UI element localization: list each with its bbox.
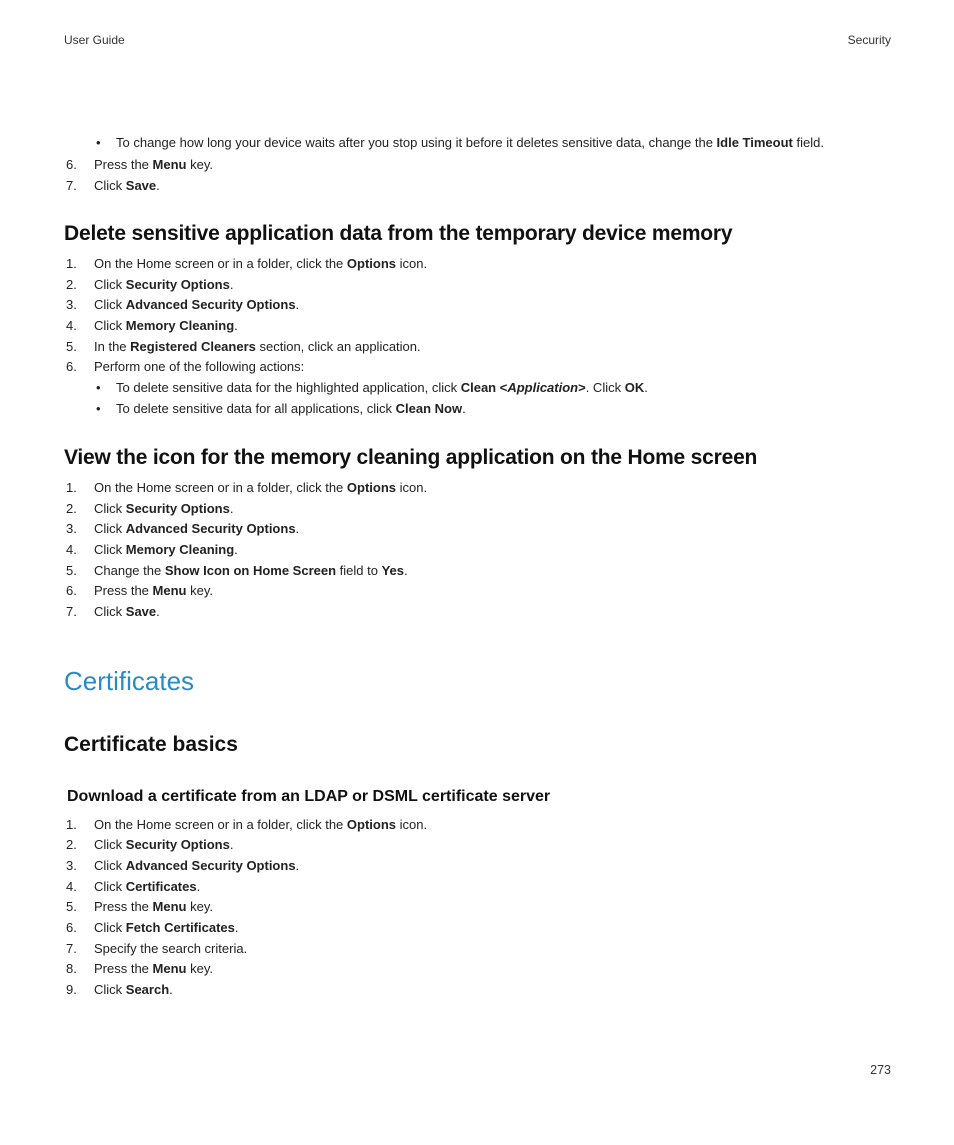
step-text: . xyxy=(229,277,234,292)
step-text: . xyxy=(169,982,173,997)
step-bold: Yes xyxy=(381,563,404,578)
bullet-marker: • xyxy=(96,380,101,395)
step-text: . xyxy=(156,604,160,619)
step-text: key. xyxy=(186,899,213,914)
bullet-bold: Clean Now xyxy=(395,401,463,416)
step-number: 3. xyxy=(66,521,77,536)
step-number: 7. xyxy=(66,604,77,619)
step-bold: Menu xyxy=(152,899,187,914)
step-text: key. xyxy=(186,583,213,598)
running-header-left: User Guide xyxy=(64,33,125,47)
step-number: 2. xyxy=(66,837,77,852)
bullet-bold: Clean < xyxy=(460,380,508,395)
chapter-heading: Certificates xyxy=(64,666,195,696)
bullet-text: To delete sensitive data for all applications, click xyxy=(116,401,396,416)
step-text: Click xyxy=(94,178,126,193)
step-number: 5. xyxy=(66,899,77,914)
step-text: . xyxy=(196,879,201,894)
step-number: 6. xyxy=(66,157,77,172)
step-text: Change the xyxy=(94,563,165,578)
step-text: section, click an application. xyxy=(255,339,421,354)
step-bold: Certificates xyxy=(125,879,197,894)
step-text: On the Home screen or in a folder, click the xyxy=(94,480,347,495)
step-text: . xyxy=(234,318,238,333)
step-bold: Options xyxy=(346,480,397,495)
topic-heading: Certificate basics xyxy=(64,733,238,756)
step-text: In the xyxy=(94,339,131,354)
step-text: Press the xyxy=(94,961,153,976)
step-number: 4. xyxy=(66,879,77,894)
step-bold: Advanced Security Options xyxy=(125,521,296,536)
step-text: . xyxy=(234,542,238,557)
step-text: field to xyxy=(336,563,382,578)
step-number: 2. xyxy=(66,501,77,516)
step-text: Click xyxy=(94,858,126,873)
step-number: 6. xyxy=(66,583,77,598)
bullet-text: field. xyxy=(792,135,824,150)
step-text: Perform one of the following actions: xyxy=(94,359,305,374)
step-text: Click xyxy=(94,920,126,935)
step-bold: Save xyxy=(125,178,157,193)
step-text: On the Home screen or in a folder, click the xyxy=(94,817,347,832)
step-number: 3. xyxy=(66,297,77,312)
step-number: 5. xyxy=(66,563,77,578)
step-number: 1. xyxy=(66,817,77,832)
step-text: Click xyxy=(94,297,126,312)
procedure-heading: Download a certificate from an LDAP or DSML certificate server xyxy=(67,788,551,805)
bullet-bold: Idle Timeout xyxy=(716,135,793,150)
step-text: key. xyxy=(186,961,213,976)
step-text: Click xyxy=(94,521,126,536)
bullet-bold-italic: Application xyxy=(507,380,579,395)
running-header-right: Security xyxy=(847,33,891,47)
step-text: On the Home screen or in a folder, click the xyxy=(94,256,347,271)
step-text: Click xyxy=(94,982,126,997)
step-bold: Menu xyxy=(152,157,187,172)
step-bold: Options xyxy=(346,817,397,832)
step-number: 4. xyxy=(66,318,77,333)
step-bold: Security Options xyxy=(125,837,230,852)
step-bold: Menu xyxy=(152,583,187,598)
step-text: key. xyxy=(186,157,213,172)
step-bold: Menu xyxy=(152,961,187,976)
bullet-marker: • xyxy=(96,135,101,150)
step-bold: Security Options xyxy=(125,501,230,516)
step-bold: Search xyxy=(125,982,170,997)
step-number: 1. xyxy=(66,256,77,271)
step-number: 5. xyxy=(66,339,77,354)
step-number: 8. xyxy=(66,961,77,976)
step-number: 3. xyxy=(66,858,77,873)
step-bold: Security Options xyxy=(125,277,230,292)
step-text: icon. xyxy=(396,817,428,832)
step-text: Click xyxy=(94,277,126,292)
step-number: 9. xyxy=(66,982,77,997)
step-number: 7. xyxy=(66,941,77,956)
step-text: icon. xyxy=(396,256,428,271)
step-text: Press the xyxy=(94,583,153,598)
step-bold: Show Icon on Home Screen xyxy=(164,563,337,578)
step-bold: Memory Cleaning xyxy=(125,318,235,333)
step-text: Press the xyxy=(94,157,153,172)
step-bold: Options xyxy=(346,256,397,271)
step-number: 6. xyxy=(66,920,77,935)
step-number: 6. xyxy=(66,359,77,374)
step-number: 1. xyxy=(66,480,77,495)
step-text: . xyxy=(229,501,234,516)
bullet-text: To delete sensitive data for the highlighted application, click xyxy=(116,380,461,395)
step-text: . xyxy=(229,837,234,852)
page-number: 273 xyxy=(870,1063,891,1077)
step-text: . xyxy=(295,858,300,873)
step-text: Click xyxy=(94,542,126,557)
bullet-bold: OK xyxy=(624,380,645,395)
step-text: . xyxy=(156,178,160,193)
step-text: Press the xyxy=(94,899,153,914)
step-text: Click xyxy=(94,501,126,516)
bullet-text: . xyxy=(644,380,648,395)
step-text: icon. xyxy=(396,480,428,495)
bullet-text: To change how long your device waits after you stop using it before it deletes sensitive data, change the xyxy=(116,135,717,150)
step-text: . xyxy=(234,920,239,935)
section-heading: Delete sensitive application data from the temporary device memory xyxy=(64,222,733,245)
step-bold: Advanced Security Options xyxy=(125,297,296,312)
section-heading: View the icon for the memory cleaning application on the Home screen xyxy=(64,446,758,469)
step-bold: Fetch Certificates xyxy=(125,920,235,935)
step-number: 2. xyxy=(66,277,77,292)
step-text: Click xyxy=(94,837,126,852)
step-text: Specify the search criteria. xyxy=(94,941,248,956)
step-text: . xyxy=(295,297,300,312)
bullet-text: . xyxy=(462,401,466,416)
step-number: 4. xyxy=(66,542,77,557)
step-bold: Memory Cleaning xyxy=(125,542,235,557)
step-bold: Save xyxy=(125,604,157,619)
step-text: Click xyxy=(94,879,126,894)
bullet-text: . Click xyxy=(585,380,625,395)
step-text: . xyxy=(404,563,408,578)
step-bold: Registered Cleaners xyxy=(130,339,256,354)
bullet-bold: > xyxy=(578,380,586,395)
step-text: . xyxy=(295,521,300,536)
step-text: Click xyxy=(94,604,126,619)
bullet-marker: • xyxy=(96,401,101,416)
step-number: 7. xyxy=(66,178,77,193)
step-text: Click xyxy=(94,318,126,333)
step-bold: Advanced Security Options xyxy=(125,858,296,873)
